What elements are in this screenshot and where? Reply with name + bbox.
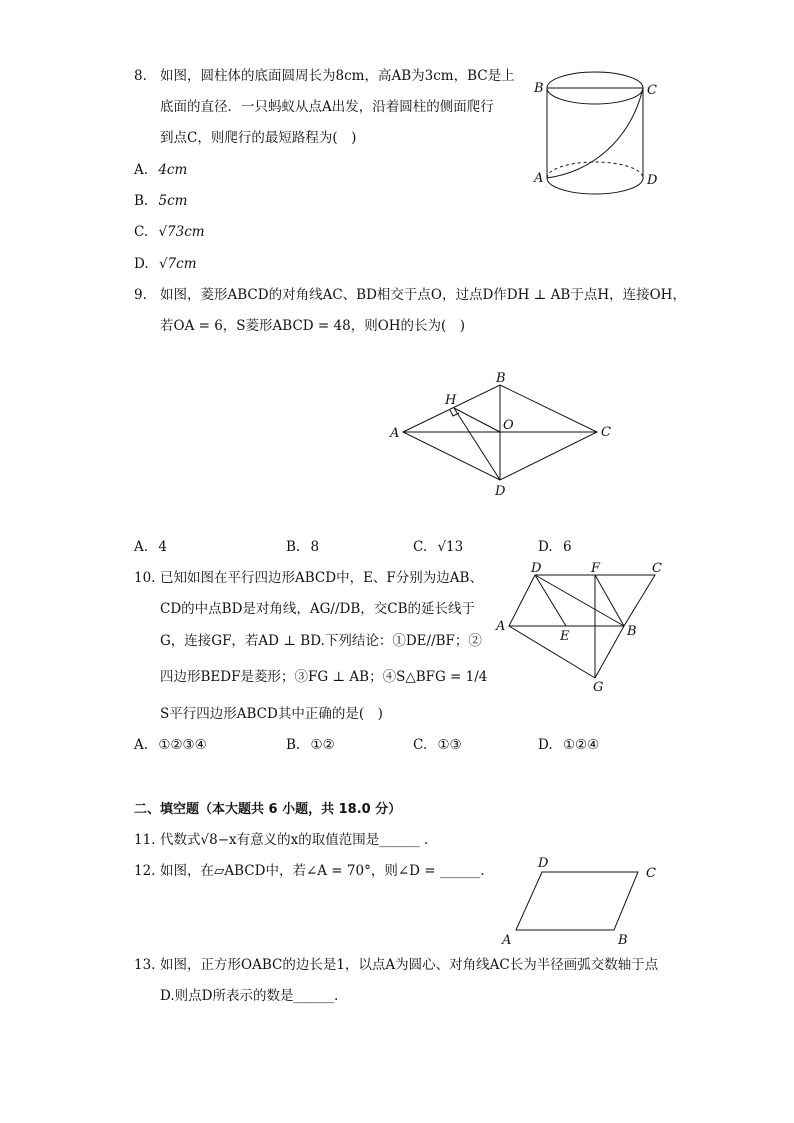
label-b: B <box>627 624 637 639</box>
option-text: 8 <box>310 539 320 555</box>
q8-option-a[interactable] <box>134 160 187 180</box>
q10-line2: CD的中点BD是对角线，AG//DB，交CB的延长线于 <box>160 601 476 617</box>
q10-line5: S平行四边形ABCD其中正确的是( ) <box>160 706 383 722</box>
label-a: A <box>390 426 400 441</box>
label-b: B <box>618 933 628 948</box>
option-letter: D. <box>134 256 149 272</box>
segment-ag <box>509 626 595 678</box>
q8-option-c[interactable] <box>134 222 205 242</box>
q10-line1: 已知如图在平行四边形ABCD中，E、F分别为边AB、 <box>160 570 483 586</box>
q8-line1: 如图，圆柱体的底面圆周长为8cm，高AB为3cm，BC是上 <box>160 68 515 84</box>
parallelogram-abcd <box>509 575 655 626</box>
parallelogram-figure-q10 <box>495 558 670 693</box>
option-text: √7cm <box>158 256 197 272</box>
parallelogram-abcd <box>516 872 638 930</box>
label-d: D <box>538 856 549 871</box>
option-letter: D. <box>538 737 553 753</box>
cylinder-bottom-front <box>547 178 643 194</box>
option-letter: A. <box>134 539 149 555</box>
segment-de <box>535 575 566 626</box>
rhombus-figure <box>390 370 620 500</box>
label-f: F <box>591 561 601 576</box>
label-a: A <box>502 933 512 948</box>
label-c: C <box>647 83 657 98</box>
q8-line3: 到点C，则爬行的最短路程为( ) <box>160 130 357 146</box>
option-text: 4cm <box>158 162 188 178</box>
q9-line1: 如图，菱形ABCD的对角线AC、BD相交于点O，过点D作DH ⊥ AB于点H，连接OH， <box>160 287 686 303</box>
parallelogram-figure-q12 <box>498 852 668 950</box>
q10-line4: 四边形BEDF是菱形；③FG ⊥ AB；④S△BFG = 1/4 <box>160 669 488 685</box>
q12-number: 12. <box>134 863 156 879</box>
label-a: A <box>496 619 506 634</box>
diagonal-bd <box>535 575 624 626</box>
label-d: D <box>647 173 658 188</box>
option-text: ①② <box>310 737 335 753</box>
option-letter: A. <box>134 737 149 753</box>
q9-option-a[interactable] <box>134 537 167 557</box>
label-g: G <box>593 680 604 695</box>
label-h: H <box>445 393 457 408</box>
q10-number: 10. <box>134 570 156 586</box>
q8-option-d[interactable] <box>134 254 197 274</box>
label-a: A <box>534 171 544 186</box>
option-text: 4 <box>158 539 167 555</box>
option-letter: B. <box>134 193 149 209</box>
q9-line2: 若OA = 6，S菱形ABCD = 48，则OH的长为( ) <box>160 318 466 334</box>
option-text: 5cm <box>158 193 188 209</box>
option-text: ①②④ <box>562 737 600 753</box>
q10-option-a[interactable] <box>134 735 207 755</box>
segment-oh <box>454 408 500 432</box>
q8-number: 8. <box>134 68 147 84</box>
q8-option-b[interactable] <box>134 191 187 211</box>
q9-option-c[interactable] <box>413 537 463 557</box>
label-c: C <box>646 866 656 881</box>
q9-number: 9. <box>134 287 147 303</box>
label-b: B <box>496 371 506 386</box>
option-letter: C. <box>134 224 149 240</box>
option-text: √13 <box>437 539 464 555</box>
option-text: ①②③④ <box>158 737 207 753</box>
option-letter: C. <box>413 539 428 555</box>
q12-text: 如图，在▱ABCD中，若∠A = 70°，则∠D = ______. <box>160 863 485 879</box>
q9-option-d[interactable] <box>538 537 572 557</box>
label-d: D <box>495 484 506 499</box>
q13-line1: 如图，正方形OABC的边长是1，以点A为圆心、对角线AC长为半径画弧交数轴于点 <box>160 957 659 973</box>
q11-number: 11. <box>134 832 156 848</box>
label-d: D <box>531 561 542 576</box>
segment-dh <box>454 408 500 480</box>
option-text: ①③ <box>437 737 462 753</box>
option-letter: B. <box>286 737 301 753</box>
label-b: B <box>534 81 544 96</box>
segment-bg <box>595 626 624 678</box>
label-o: O <box>503 418 514 433</box>
option-text: 6 <box>562 539 572 555</box>
option-text: √73cm <box>158 224 205 240</box>
option-letter: C. <box>413 737 428 753</box>
ant-path <box>547 88 643 178</box>
q13-line2: D.则点D所表示的数是______. <box>160 988 339 1004</box>
label-c: C <box>652 561 662 576</box>
q10-line3: G，连接GF，若AD ⊥ BD.下列结论：①DE//BF；② <box>160 633 482 649</box>
segment-fb <box>595 575 624 626</box>
option-letter: D. <box>538 539 553 555</box>
cylinder-figure <box>530 62 660 212</box>
q10-option-b[interactable] <box>286 735 335 755</box>
section-heading: 二、填空题（本大题共 6 小题，共 18.0 分） <box>134 802 402 817</box>
label-e: E <box>560 629 570 644</box>
q10-option-d[interactable] <box>538 735 599 755</box>
option-letter: B. <box>286 539 301 555</box>
q10-option-c[interactable] <box>413 735 462 755</box>
q13-number: 13. <box>134 957 156 973</box>
q11-text: 代数式√8−x有意义的x的取值范围是______ . <box>160 832 429 848</box>
q8-line2: 底面的直径．一只蚂蚁从点A出发，沿着圆柱的侧面爬行 <box>160 99 494 115</box>
q9-option-b[interactable] <box>286 537 319 557</box>
option-letter: A. <box>134 162 149 178</box>
label-c: C <box>601 425 611 440</box>
